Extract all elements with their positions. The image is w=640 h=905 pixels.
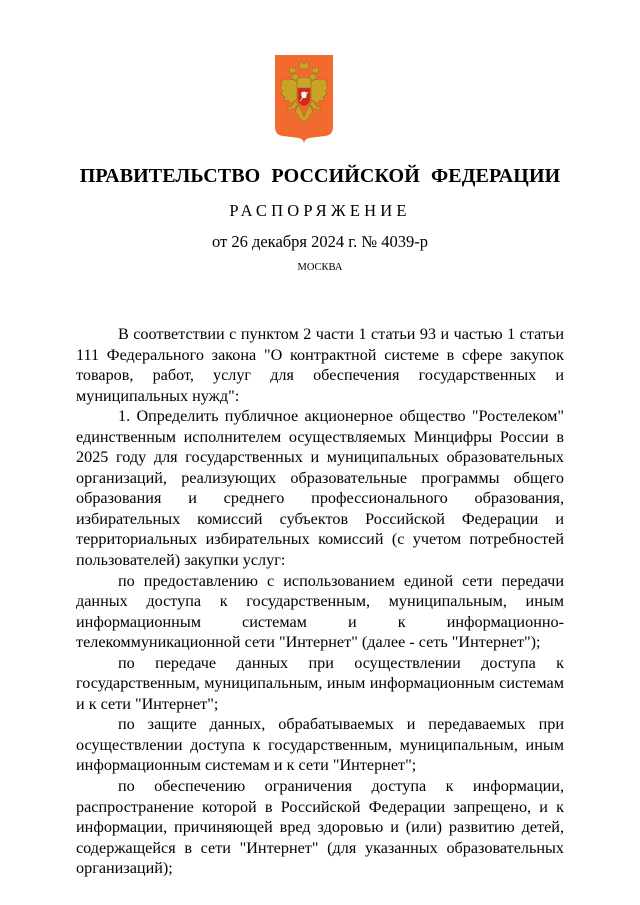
paragraph-service-2: по передаче данных при осуществлении доступа к государственным, муниципальным, иным информационным системам и к сети "Интернет"; xyxy=(76,653,564,713)
organization-title: ПРАВИТЕЛЬСТВО РОССИЙСКОЙ ФЕДЕРАЦИИ xyxy=(79,165,561,187)
paragraph-item-1: 1. Определить публичное акционерное общество "Ростелеком" единственным исполнителем осуществляемых Минцифры России в 2025 году для государственных и муниципальных образовательных организаций, реализующих образовательные программы общего образования и среднего профессионального образования, избирательных комиссий субъектов Российской Федерации и территориальных избирательных комиссий (с учетом потребностей пользователей) закупки услуг: xyxy=(76,407,564,570)
coat-of-arms-icon xyxy=(275,55,333,143)
paragraph-service-4: по обеспечению ограничения доступа к информации, распространение которой в Российской Федерации запрещено, и к информации, причиняющей вред здоровью и (или) развитию детей, содержащейся в сети "Интернет" (для указанных образовательных организаций); xyxy=(76,777,564,878)
paragraph-service-3: по защите данных, обрабатываемых и передаваемых при осуществлении доступа к государственным, муниципальным, иным информационным системам и к сети "Интернет"; xyxy=(76,715,564,775)
paragraph-preamble: В соответствии с пунктом 2 части 1 статьи 93 и частью 1 статьи 111 Федерального закона "О контрактной системе в сфере закупок товаров, работ, услуг для обеспечения государственных и муниципальных нужд": xyxy=(76,325,564,405)
document-body xyxy=(76,324,564,879)
document-city: МОСКВА xyxy=(297,262,343,273)
paragraph-service-1: по предоставлению с использованием единой сети передачи данных доступа к государственным, муниципальным, иным информационным системам и к информационно-телекоммуникационной сети "Интернет" (далее - сеть "Интернет"); xyxy=(76,571,564,652)
document-type: РАСПОРЯЖЕНИЕ xyxy=(229,201,411,220)
document-date-number: от 26 декабря 2024 г. № 4039-р xyxy=(211,232,429,251)
